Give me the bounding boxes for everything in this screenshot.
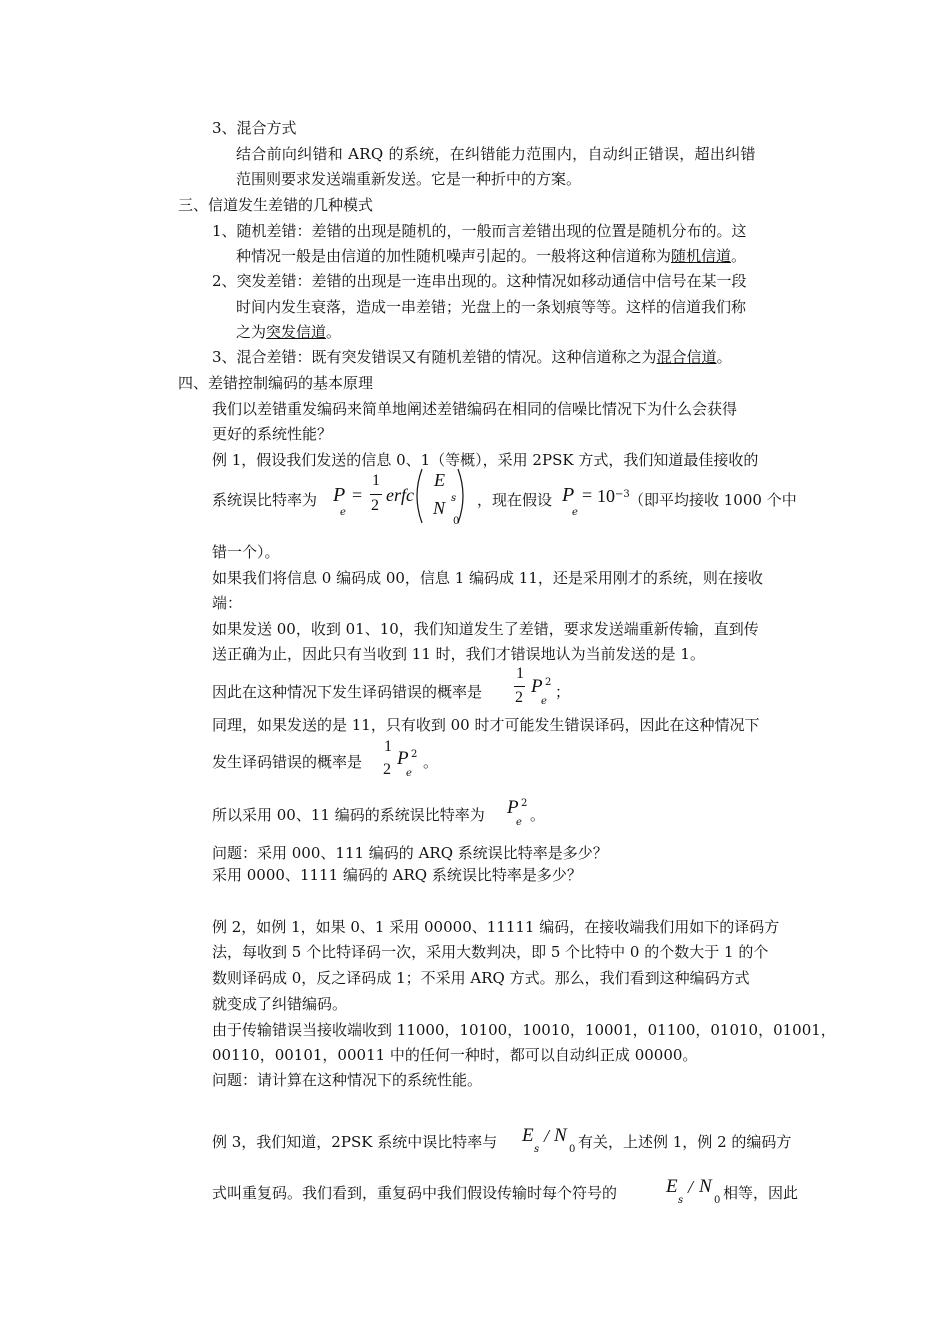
paragraph-line: 我们以差错重发编码来简单地阐述差错编码在相同的信噪比情况下为什么会获得: [212, 400, 738, 418]
paragraph-line: 系统误比特率为: [212, 491, 318, 509]
term-burst-channel: 突发信道: [266, 323, 327, 341]
paragraph-line: 因此在这种情况下发生译码错误的概率是: [212, 683, 483, 701]
paragraph-line: 端：: [212, 594, 243, 612]
paragraph-line: 法，每收到 5 个比特译码一次，采用大数判决，即 5 个比特中 0 的个数大于 1 的个: [212, 943, 769, 961]
paragraph-line: 数则译码成 0，反之译码成 1；不采用 ARQ 方式。那么，我们看到这种编码方式: [212, 969, 750, 987]
question-line: 采用 0000、1111 编码的 ARQ 系统误比特率是多少？: [212, 866, 582, 884]
fraction-bar: [514, 686, 525, 687]
example-3-line: 例 3，我们知道，2PSK 系统中误比特率与: [212, 1133, 498, 1151]
question-line: 问题：采用 000、111 编码的 ARQ 系统误比特率是多少？: [212, 844, 608, 862]
paragraph-line: 时间内发生衰落，造成一串差错；光盘上的一条划痕等等。这样的信道我们称: [236, 298, 747, 316]
paragraph-line: 由于传输错误当接收端收到 11000，10100，10010，10001，01100，01010，01001，: [212, 1021, 836, 1039]
term-random-channel: 随机信道: [671, 247, 732, 265]
paragraph-line: 就变成了纠错编码。: [212, 995, 348, 1013]
paragraph-line: 相等，因此: [723, 1184, 799, 1202]
paragraph-line: 错一个）。: [212, 543, 280, 561]
paragraph-line: 有关，上述例 1，例 2 的编码方: [578, 1133, 792, 1151]
section-heading-principles: 四、差错控制编码的基本原理: [178, 374, 374, 392]
paragraph-line: 00110，00101，00011 中的任何一种时，都可以自动纠正成 00000。: [212, 1046, 698, 1064]
paragraph-line: 所以采用 00、11 编码的系统误比特率为: [212, 806, 485, 824]
paragraph-line: ；: [555, 683, 571, 701]
paragraph-line: （即平均接收 1000 个中: [629, 491, 797, 509]
paragraph-line: 。: [530, 806, 546, 824]
paragraph-line: 更好的系统性能？: [212, 425, 333, 443]
paragraph-line: 范围则要求发送端重新发送。它是一种折中的方案。: [236, 170, 582, 188]
paragraph-line: 送正确为止，因此只有当收到 11 时，我们才错误地认为当前发送的是 1。: [212, 645, 705, 663]
paragraph-line: 结合前向纠错和 ARQ 的系统，在纠错能力范围内，自动纠正错误，超出纠错: [236, 145, 756, 163]
item-random-error: 1、随机差错：差错的出现是随机的，一般而言差错出现的位置是随机分布的。这: [212, 222, 747, 240]
paragraph-line: 之为突发信道。: [236, 323, 342, 341]
item-burst-error: 2、突发差错：差错的出现是一连串出现的。这种情况如移动通信中信号在某一段: [212, 272, 747, 290]
section-heading-error-modes: 三、信道发生差错的几种模式: [178, 196, 374, 214]
term-mixed-channel: 混合信道: [656, 348, 717, 366]
example-1-line: 例 1，假设我们发送的信息 0、1（等概），采用 2PSK 方式，我们知道最佳接收的: [212, 451, 759, 469]
document-page: 3、混合方式 结合前向纠错和 ARQ 的系统，在纠错能力范围内，自动纠正错误，超出纠错 范围则要求发送端重新发送。它是一种折中的方案。 三、信道发生差错的几种模式 1、随机差错：差错的出现是随机的，一般而言差错出现的位置是随机分布的。这 种情况一般是由信道的加性随机噪声引起的。一般将这种信道称为随机信道。 2、突发差错：差错的出现是一连串出现的。这种情况如移动通信中信号在某一段 时间内发生衰落，造成一串差错；光盘上的一条划痕等等。这样的信道我们称 之为突发信道。 3、混合差错：既有突发错误又有随机差错的情况。这种信道称之为混合信道。 四、差错控制编码的基本原理 我们以差错重发编码来简单地阐述差错编码在相同的信噪比情况下为什么会获得 更好的系统性能？ 例 1，假设我们发送的信息 0、1（等概），采用 2PSK 方式，我们知道最佳接收的 系统误比特率为 P e = 1 2 erfc E s N 0 ，现在假设 P e = 10 −3 （即平均接收 1000 个中 错一个）。 如果我们将信息 0 编码成 00，信息 1 编码成 11，还是采用刚才的系统，则在接收 端： 如果发送 00，收到 01、10，我们知道发生了差错，要求发送端重新传输，直到传 送正确为止，因此只有当收到 11 时，我们才错误地认为当前发送的是 1。 因此在这种情况下发生译码错误的概率是 1 2 P 2 e ； 同理，如果发送的是 11，只有收到 00 时才可能发生错误译码，因此在这种情况下 发生译码错误的概率是 1 2 P 2 e 。 所以采用 00、11 编码的系统误比特率为 P 2 e 。 问题：采用 000、111 编码的 ARQ 系统误比特率是多少？ 采用 0000、1111 编码的 ARQ 系统误比特率是多少？ 例 2，如例 1，如果 0、1 采用 00000、11111 编码，在接收端我们用如下的译码方 法，每收到 5 个比特译码一次，采用大数判决，即 5 个比特中 0 的个数大于 1 的个 数则译码成 0，反之译码成 1；不采用 ARQ 方式。那么，我们看到这种编码方式 就变成了纠错编码。 由于传输错误当接收端收到 11000，10100，10010，10001，01100，01010，01001， 00110，00101，00011 中的任何一种时，都可以自动纠正成 00000。 问题：请计算在这种情况下的系统性能。 例 3，我们知道，2PSK 系统中误比特率与 E s / N 0 有关，上述例 1，例 2 的编码方 式叫重复码。我们看到，重复码中我们假设传输时每个符号的 E s / N 0 相等，因此: [178, 119, 836, 1206]
item-mixed-error: 3、混合差错：既有突发错误又有随机差错的情况。这种信道称之为混合信道。: [212, 348, 732, 366]
paragraph-line: 式叫重复码。我们看到，重复码中我们假设传输时每个符号的: [212, 1184, 618, 1202]
paragraph-line: ，现在假设: [477, 491, 553, 509]
paragraph-line: 种情况一般是由信道的加性随机噪声引起的。一般将这种信道称为随机信道。: [236, 247, 747, 265]
paragraph-line: 。: [423, 753, 439, 771]
paragraph-line: 发生译码错误的概率是: [212, 753, 363, 771]
example-2-line: 例 2，如例 1，如果 0、1 采用 00000、11111 编码，在接收端我们用如下的译码方: [212, 918, 780, 936]
paragraph-line: 如果发送 00，收到 01、10，我们知道发生了差错，要求发送端重新传输，直到传: [212, 620, 759, 638]
fraction-bar: [370, 494, 382, 495]
paragraph-line: 同理，如果发送的是 11，只有收到 00 时才可能发生错误译码，因此在这种情况下: [212, 716, 760, 734]
paragraph-line: 如果我们将信息 0 编码成 00，信息 1 编码成 11，还是采用刚才的系统，则在接收: [212, 569, 763, 587]
question-line: 问题：请计算在这种情况下的系统性能。: [212, 1071, 483, 1089]
item-hybrid-mode: 3、混合方式: [212, 119, 297, 137]
